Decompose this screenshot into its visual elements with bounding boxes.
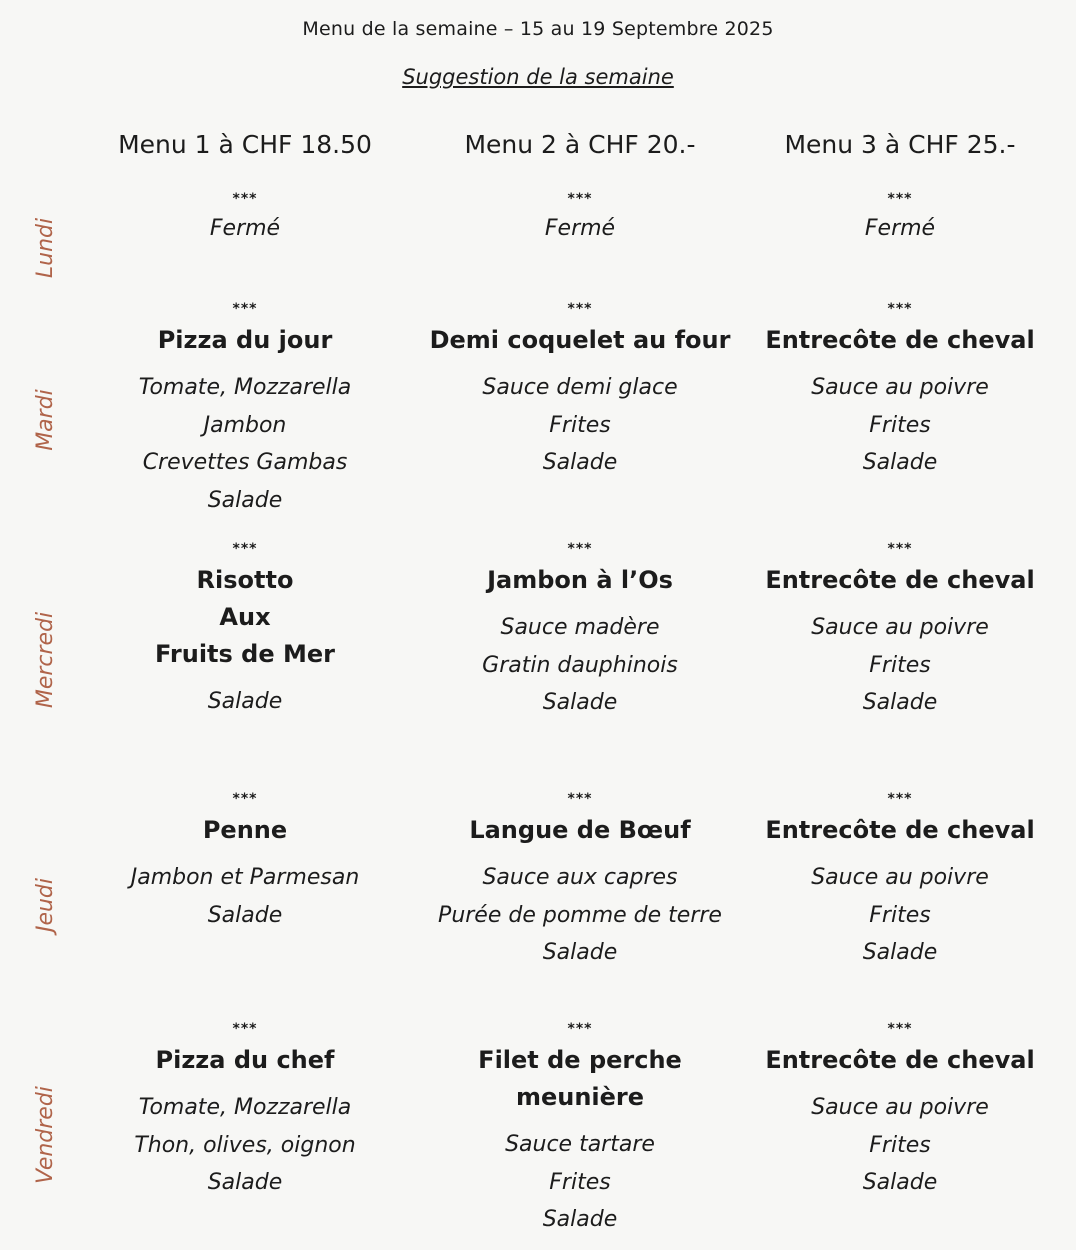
menu-cell [85, 1020, 405, 1202]
menu-cell [85, 190, 405, 246]
column-header-menu-3: Menu 3 à CHF 25.- [784, 130, 1016, 159]
menu-cell [740, 1020, 1060, 1202]
dish-name: meunière [515, 1083, 645, 1111]
menu-item: Salade [207, 1170, 283, 1195]
menu-cell [740, 540, 1060, 722]
dish-name: Entrecôte de cheval [765, 326, 1035, 354]
menu-item: Sauce madère [500, 615, 660, 640]
page-subtitle: Suggestion de la semaine [402, 65, 674, 89]
page-title: Menu de la semaine – 15 au 19 Septembre 2025 [302, 18, 774, 40]
menu-cell [420, 540, 740, 722]
menu-item: Sauce au poivre [811, 615, 989, 640]
day-label-jeudi: Jeudi [32, 877, 58, 933]
dish-name: Entrecôte de cheval [765, 1046, 1035, 1074]
dish-name: Pizza du jour [157, 326, 333, 354]
menu-item: Frites [869, 1132, 931, 1158]
day-label-mardi: Mardi [32, 389, 58, 451]
separator-stars: *** [567, 791, 593, 807]
separator-stars: *** [232, 1021, 258, 1037]
dish-name: Aux [219, 603, 271, 631]
dish-name: Jambon à l’Os [487, 566, 673, 594]
menu-cell [740, 190, 1060, 246]
separator-stars: *** [232, 191, 258, 207]
separator-stars: *** [567, 1021, 593, 1037]
menu-item: Frites [869, 902, 931, 928]
menu-cell [420, 190, 740, 246]
menu-item: Salade [542, 1207, 618, 1232]
dish-name: Risotto [196, 566, 294, 594]
column-header-menu-1: Menu 1 à CHF 18.50 [118, 130, 372, 159]
menu-item: Salade [207, 487, 283, 513]
dish-name: Filet de perche [478, 1046, 682, 1074]
menu-item: Sauce au poivre [811, 865, 989, 890]
separator-stars: *** [887, 541, 913, 557]
menu-cell [420, 1020, 740, 1239]
menu-item: Salade [542, 940, 618, 965]
separator-stars: *** [887, 1021, 913, 1037]
menu-item: Sauce demi glace [482, 375, 678, 400]
day-label-lundi: Lundi [32, 217, 58, 279]
dish-name: Penne [202, 816, 288, 844]
menu-item: Sauce aux capres [482, 865, 678, 890]
menu-item: Gratin dauphinois [482, 652, 678, 678]
separator-stars: *** [567, 191, 593, 207]
menu-cell [85, 540, 405, 721]
menu-item: Thon, olives, oignon [134, 1132, 356, 1158]
menu-item: Tomate, Mozzarella [138, 375, 352, 400]
menu-item: Salade [207, 902, 283, 928]
separator-stars: *** [232, 541, 258, 557]
dish-name: Fruits de Mer [155, 640, 335, 668]
menu-item: Salade [862, 1170, 938, 1195]
dish-name: Entrecôte de cheval [765, 566, 1035, 594]
separator-stars: *** [887, 191, 913, 207]
menu-item: Sauce au poivre [811, 1095, 989, 1120]
menu-cell [420, 790, 740, 972]
menu-item: Salade [207, 689, 283, 714]
day-label-vendredi: Vendredi [32, 1086, 58, 1184]
menu-item: Sauce au poivre [811, 375, 989, 400]
dish-name: Langue de Bœuf [469, 816, 691, 844]
column-header-menu-2: Menu 2 à CHF 20.- [464, 130, 696, 159]
menu-item: Salade [862, 690, 938, 715]
menu-item: Frites [869, 652, 931, 678]
dish-name: Demi coquelet au four [429, 326, 731, 354]
menu-cell [740, 300, 1060, 482]
menu-item: Purée de pomme de terre [438, 902, 722, 928]
menu-cell [740, 790, 1060, 972]
day-label-mercredi: Mercredi [32, 611, 58, 709]
menu-item: Salade [862, 450, 938, 475]
separator-stars: *** [232, 301, 258, 317]
menu-item: Frites [549, 1169, 611, 1195]
separator-stars: *** [567, 301, 593, 317]
menu-item: Jambon [203, 412, 287, 438]
menu-item: Salade [542, 690, 618, 715]
menu-cell [85, 300, 405, 519]
closed-note: Fermé [544, 216, 616, 241]
menu-item: Jambon et Parmesan [130, 865, 360, 890]
menu-item: Frites [869, 412, 931, 438]
menu-item: Crevettes Gambas [142, 450, 348, 475]
menu-item: Salade [542, 450, 618, 475]
menu-item: Sauce tartare [505, 1132, 655, 1157]
dish-name: Entrecôte de cheval [765, 816, 1035, 844]
dish-name: Pizza du chef [155, 1046, 335, 1074]
closed-note: Fermé [209, 216, 281, 241]
menu-cell [85, 790, 405, 934]
menu-item: Tomate, Mozzarella [138, 1095, 352, 1120]
separator-stars: *** [887, 791, 913, 807]
menu-cell [420, 300, 740, 482]
menu-item: Salade [862, 940, 938, 965]
menu-item: Frites [549, 412, 611, 438]
separator-stars: *** [232, 791, 258, 807]
separator-stars: *** [887, 301, 913, 317]
separator-stars: *** [567, 541, 593, 557]
closed-note: Fermé [864, 216, 936, 241]
